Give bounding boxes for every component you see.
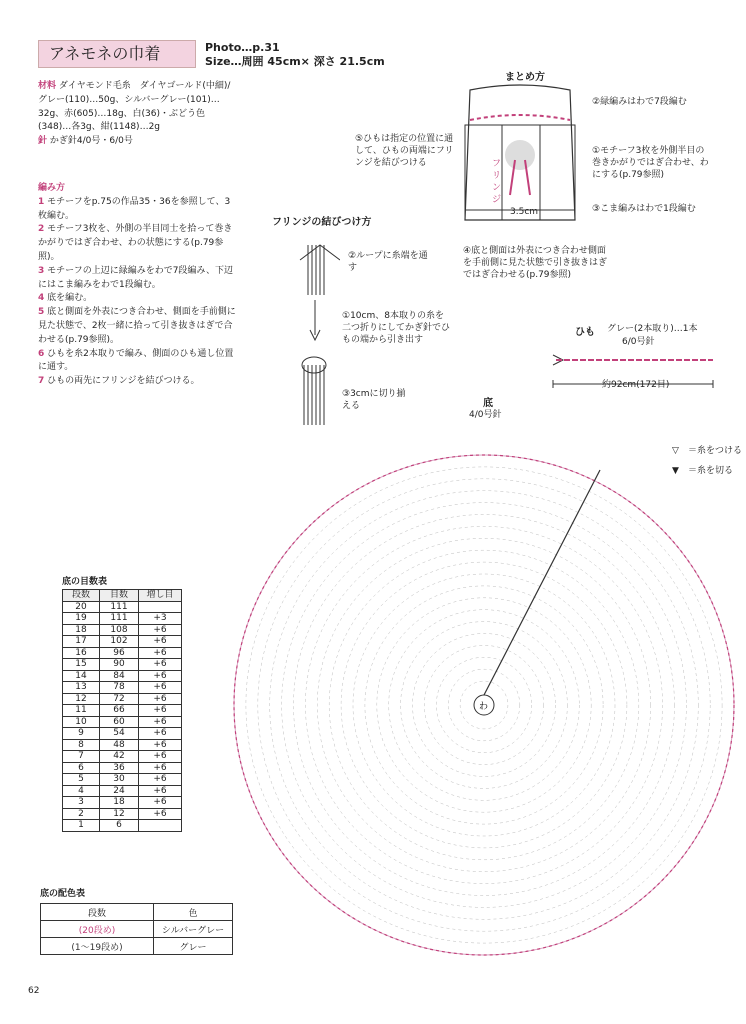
table-cell: 66: [100, 705, 139, 717]
table-cell: +3: [139, 613, 182, 625]
method-step: [38, 223, 238, 264]
table-cell: 108: [100, 624, 139, 636]
table-cell: 36: [100, 762, 139, 774]
table-cell: +6: [139, 762, 182, 774]
assembly-note-3: ③こま編みはわで1段編む: [592, 204, 696, 214]
assembly-note-5: ⑤ひもは指定の位置に通して、ひもの両端にフリンジを結びつける: [355, 134, 454, 168]
table-row: [63, 716, 182, 728]
table-cell: 54: [100, 728, 139, 740]
table-cell: [139, 601, 182, 613]
cord-label: ひも: [575, 327, 595, 338]
table-cell: +6: [139, 751, 182, 763]
table-cell: 111: [100, 613, 139, 625]
method-step: [38, 265, 238, 293]
cord-spec: グレー(2本取り)…1本: [607, 324, 698, 334]
table-cell: 6: [63, 762, 100, 774]
table-row: [63, 682, 182, 694]
table-row: [63, 808, 182, 820]
table-row: [41, 921, 233, 938]
table-cell: 24: [100, 785, 139, 797]
step-number: 6: [38, 348, 45, 359]
table-cell: 20: [63, 601, 100, 613]
method-step: [38, 348, 238, 376]
legend-cut-mark: ▼: [672, 466, 679, 476]
table-cell: +6: [139, 659, 182, 671]
table-row: [63, 624, 182, 636]
table-cell: 2: [63, 808, 100, 820]
color-header: 色: [154, 904, 233, 921]
hook-text: かぎ針4/0号・6/0号: [49, 136, 133, 147]
hook-label: 針: [38, 136, 48, 147]
materials-label: 材料: [38, 81, 57, 91]
table-cell: +6: [139, 705, 182, 717]
table-row: [41, 938, 233, 955]
table-cell: +6: [139, 647, 182, 659]
photo-ref: Photo…p.31: [205, 41, 280, 54]
table-cell: +6: [139, 682, 182, 694]
table-cell: 90: [100, 659, 139, 671]
assembly-note-2: ②緑編みはわで7段編む: [592, 97, 687, 107]
step-text: 底を編む。: [47, 293, 93, 304]
size-ref: Size…周囲 45cm× 深さ 21.5cm: [205, 55, 385, 68]
table-cell: 17: [63, 636, 100, 648]
count-header: 目数: [100, 590, 139, 602]
table-cell: 5: [63, 774, 100, 786]
table-cell: グレー: [154, 938, 233, 955]
table-cell: +6: [139, 693, 182, 705]
table-cell: +6: [139, 797, 182, 809]
table-cell: 19: [63, 613, 100, 625]
table-row: [63, 797, 182, 809]
table-cell: 30: [100, 774, 139, 786]
table-row: [63, 647, 182, 659]
table-cell: 13: [63, 682, 100, 694]
table-cell: シルバーグレー: [154, 921, 233, 938]
table-cell: 15: [63, 659, 100, 671]
table-cell: 12: [100, 808, 139, 820]
table-row: [63, 774, 182, 786]
table-cell: 4: [63, 785, 100, 797]
table-row: [63, 705, 182, 717]
count-table: [62, 589, 182, 832]
bottom-chart: [230, 440, 746, 980]
step-number: 4: [38, 293, 45, 304]
table-cell: 10: [63, 716, 100, 728]
table-row: [63, 785, 182, 797]
table-cell: 12: [63, 693, 100, 705]
table-row: [63, 613, 182, 625]
method-step: [38, 196, 238, 224]
assembly-note-4: ④底と側面は外表につき合わせ側面を手前側に見た状態で引き抜きはぎではぎ合わせる(p.79参照): [463, 246, 608, 280]
table-cell: 96: [100, 647, 139, 659]
table-cell: 102: [100, 636, 139, 648]
table-cell: (20段め): [41, 921, 154, 938]
table-cell: 42: [100, 751, 139, 763]
step-number: 1: [38, 196, 45, 207]
fringe-note-1: ①10cm、8本取りの糸を二つ折りにしてかぎ針でひもの端から引き出す: [342, 311, 451, 345]
fringe-tag: フリンジ: [492, 159, 502, 205]
step-text: ひもの両先にフリンジを結びつける。: [47, 376, 200, 387]
step-text: モチーフをp.75の作品35・36を参照して、3枚編む。: [38, 196, 231, 221]
table-cell: 72: [100, 693, 139, 705]
table-cell: +6: [139, 774, 182, 786]
table-row: [63, 739, 182, 751]
table-row: [63, 762, 182, 774]
table-row: [63, 659, 182, 671]
bottom-label: 底: [483, 398, 493, 409]
count-table-title: 底の目数表: [62, 577, 108, 587]
page-number: 62: [28, 986, 40, 996]
table-cell: +6: [139, 728, 182, 740]
table-cell: 7: [63, 751, 100, 763]
color-header: 段数: [41, 904, 154, 921]
table-row: [63, 820, 182, 832]
table-row: [63, 601, 182, 613]
table-cell: 18: [63, 624, 100, 636]
fringe-dimension: 3.5cm: [510, 207, 539, 217]
table-cell: +6: [139, 636, 182, 648]
step-text: 底と側面を外表につき合わせ、側面を手前側に見た状態で、2枚一緒に拾って引き抜きはぎで合わせる(p.79参照)。: [38, 307, 236, 345]
method-steps: [38, 196, 238, 389]
method-step: [38, 375, 238, 389]
legend-attach: ＝糸をつける: [688, 446, 743, 456]
fringe-note-3: ③3cmに切り揃える: [342, 389, 406, 411]
table-cell: 84: [100, 670, 139, 682]
cord-hook: 6/0号針: [622, 337, 655, 347]
legend-attach-mark: ▽: [672, 446, 679, 456]
photo-size-info: [205, 41, 385, 69]
table-row: [63, 693, 182, 705]
materials-text: ダイヤモンド毛糸 ダイヤゴールド(中細)/グレー(110)…50g、シルバーグレー(101)…32g、赤(605)…18g、白(36)・ぶどう色(348)…各3g、紺(1148)…2g: [38, 81, 231, 133]
table-cell: 14: [63, 670, 100, 682]
step-text: モチーフ3枚を、外側の半目同士を拾って巻きかがりではぎ合わせ、わの状態にする(p.79参照)。: [38, 224, 233, 262]
table-cell: 78: [100, 682, 139, 694]
step-text: ひもを糸2本取りで編み、側面のひも通し位置に通す。: [38, 348, 234, 373]
table-cell: +6: [139, 808, 182, 820]
table-cell: 11: [63, 705, 100, 717]
table-cell: +6: [139, 624, 182, 636]
assembly-heading: まとめ方: [505, 72, 545, 83]
fringe-diagram: [290, 235, 340, 425]
table-cell: 8: [63, 739, 100, 751]
table-cell: 3: [63, 797, 100, 809]
color-table: [40, 903, 233, 955]
table-row: [63, 636, 182, 648]
center-ring-label: わ: [479, 702, 489, 712]
table-cell: [139, 820, 182, 832]
bottom-hook: 4/0号針: [469, 410, 502, 420]
count-header: 段数: [63, 590, 100, 602]
table-row: [63, 728, 182, 740]
table-cell: 16: [63, 647, 100, 659]
table-cell: 60: [100, 716, 139, 728]
table-row: [63, 751, 182, 763]
count-header: 増し目: [139, 590, 182, 602]
table-cell: +6: [139, 785, 182, 797]
step-text: モチーフの上辺に緑編みをわで7段編み、下辺にはこま編みをわで1段編む。: [38, 265, 233, 290]
assembly-note-1: ①モチーフ3枚を外側半目の巻きかがりではぎ合わせ、わにする(p.79参照): [592, 146, 709, 180]
table-cell: 1: [63, 820, 100, 832]
step-number: 5: [38, 307, 45, 318]
table-cell: (1〜19段め): [41, 938, 154, 955]
table-cell: 111: [100, 601, 139, 613]
cord-diagram: [548, 350, 718, 400]
table-cell: +6: [139, 739, 182, 751]
cord-length: 約92cm(172目): [602, 380, 670, 390]
method-step: [38, 306, 238, 347]
method-heading: 編み方: [38, 183, 66, 193]
table-cell: +6: [139, 716, 182, 728]
legend-cut: ＝糸を切る: [688, 466, 734, 476]
step-number: 3: [38, 265, 45, 276]
materials-section: [38, 80, 238, 149]
color-table-title: 底の配色表: [40, 889, 86, 899]
method-step: [38, 292, 238, 306]
fringe-note-2: ②ループに糸端を通す: [348, 251, 428, 273]
fringe-heading: フリンジの結びつけ方: [272, 217, 372, 228]
table-cell: 6: [100, 820, 139, 832]
step-number: 7: [38, 376, 45, 387]
table-cell: +6: [139, 670, 182, 682]
page-title: アネモネの巾着: [38, 40, 196, 68]
table-cell: 9: [63, 728, 100, 740]
method-section: [38, 182, 238, 389]
table-row: [63, 670, 182, 682]
table-cell: 18: [100, 797, 139, 809]
table-cell: 48: [100, 739, 139, 751]
step-number: 2: [38, 224, 45, 235]
